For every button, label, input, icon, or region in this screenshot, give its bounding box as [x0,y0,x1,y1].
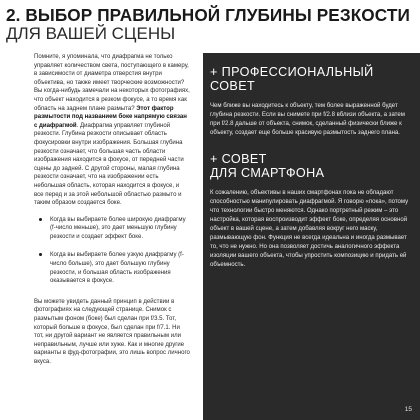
heading-line-2: ДЛЯ ВАШЕЙ СЦЕНЫ [6,24,176,43]
smartphone-tip-title-line-2: ДЛЯ СМАРТФОНА [210,166,325,180]
heading-line-1: 2. ВЫБОР ПРАВИЛЬНОЙ ГЛУБИНЫ РЕЗКОСТИ [6,5,410,25]
tips-sidebar [203,53,420,420]
bullet-text: Когда вы выбираете более широкую диафрагму (f-число меньше), это дает меньшую глубину резкости и создает эффект боке. [50,216,186,240]
smartphone-tip-title-line-1: + СОВЕТ [210,152,267,166]
main-text-column [34,53,190,372]
paragraph-intro-bold: Этот фактор размытости под названием боке напрямую связан с диафрагмой [34,105,187,129]
bullet-text: Когда вы выбираете более узкую диафрагму (f-число больше), это дает большую глубину резкости, и большая область изображения оказывается в фокусе. [50,252,184,285]
pro-tip-title-line-2: СОВЕТ [210,79,256,93]
page-number: 15 [404,406,412,413]
pro-tip-title [210,65,420,93]
paragraph-intro-end: . Диафрагма управляет глубиной резкости. Глубина резкости описывает область фокусировки внутри изображения. Большая глубина резкости означает, что большая часть области изображения находится в фокусе, от передней части сцены до задней. С другой стороны, малая глубина резкости означает, что на изображении есть небольшая область, которая находится в фокусе, и все перед и за этой небольшой областью размыто и таким образом создается боке. [34,122,184,207]
smartphone-tip-text: К сожалению, объективы в наших смартфонах пока не обладают способностью манипулировать диафрагмой. Я говорю «пока», потому что технологии быстро меняются. Однако портретный режим – это настройка, которая воспроизводит эффект боке, определяя основной объект в вашей сцене, а затем добавляя вокруг него маску, размывающую фон. Функция не всегда идеальна и иногда размывает то, что не нужно. Но она позволяет достичь аналогичного эффекта изоляции вашего объекта, чтобы упростить композицию и придать ей объемность. [210,190,409,268]
list-item [34,216,190,242]
list-item [34,251,190,285]
pro-tip-text: Чем ближе вы находитесь к объекту, тем более выраженной будет глубина резкости. Если вы снимете при f/2.8 вблизи объекта, а затем при f/2.8 дальше от объекта, снимок, сделанный физически ближе к объекту, создает еще больше красивую размытость заднего плана. [210,103,405,136]
smartphone-tip-title [210,152,420,180]
bullet-dot-icon [39,253,42,256]
bullet-dot-icon [39,218,42,221]
paragraph-intro [34,53,190,208]
bullet-list [34,216,190,286]
pro-tip-title-line-1: + ПРОФЕССИОНАЛЬНЫЙ [210,65,374,79]
paragraph-intro-start: Помните, я упоминала, что диафрагма не только управляет количеством света, поступающего в камеру, в зависимости от диаметра отверстия внутри объектива, но также имеет творческие возможности? Вы когда-нибудь замечали на некоторых фотографиях, что объект находится в резком фокусе, а то время как область на заднем плане размыта? [34,54,190,112]
paragraph-example: Вы можете увидеть данный принцип в действии в фотографиях на следующей странице. Снимок с размытым фоном (боке) был сделан при f/3.5. Тот, который больше в фокусе, был сделан при f/7.1. Ни тот, ни другой вариант не является правильным или неправильным, лучше или хуже. Как и многие другие варианты в фуд-фотографии, это лишь вопрос личного вкуса. [34,298,190,365]
page-heading [6,6,416,44]
